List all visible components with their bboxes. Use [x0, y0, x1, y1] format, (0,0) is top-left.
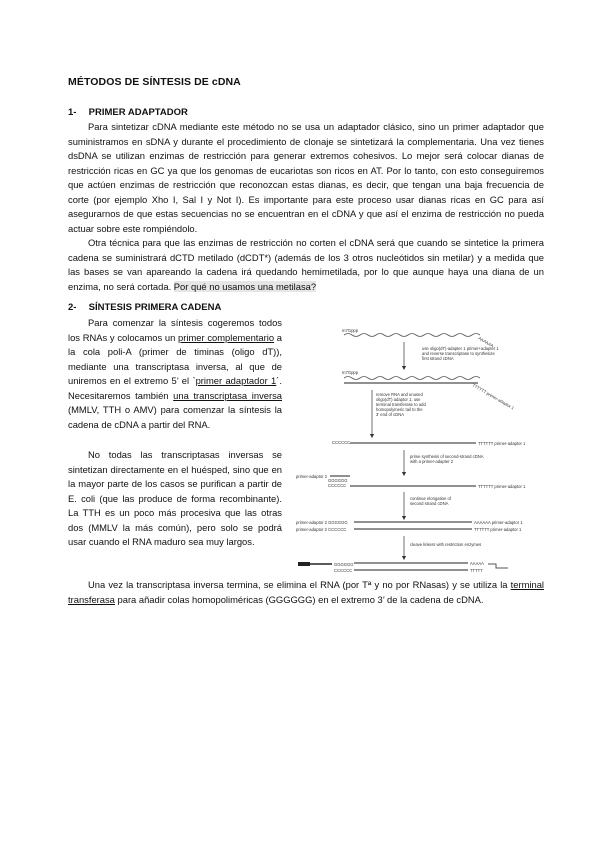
cdna-synthesis-diagram [292, 326, 538, 584]
section2-paragraph-1 [68, 316, 282, 432]
tt-adapter1-label: TTTTTT primer-adaptor 1 [478, 441, 526, 446]
section2-p1-text-d: (MMLV, TTH o AMV) para comenzar la síntesis la cadena de cDNA a partir del RNA. [68, 404, 282, 430]
section2-p3-text-b: para añadir colas homopoliméricas (GGGGGG) en el extremo 3’ de la cadena de cDNA. [114, 593, 484, 605]
tt-adapter1c-label: TTTTTT primer-adaptor 1 [474, 527, 522, 532]
term-primer-complementario: primer complementario [178, 331, 275, 343]
section2-heading [68, 302, 221, 313]
step-4-text: continue elongation of second strand cDNA [410, 496, 451, 506]
step-2-text: remove RNA and unused oligo(dT) adaptor 1; use terminal transferase to add homopolymeric tail to the 3' end of cDNA [376, 392, 426, 417]
term-transcriptasa-inversa: una transcriptasa inversa [173, 389, 282, 401]
step-3-text: prime synthesis of second-strand cDNA with a primer-adapter 2 [410, 454, 484, 464]
gggggg-label: GGGGGG [328, 478, 348, 483]
section1-number: 1- [68, 107, 77, 118]
pa2-gg-label: primer-adaptor 2 GGGGGG [296, 520, 348, 525]
sticky-end-right [488, 564, 508, 568]
sticky-end-left-block [298, 562, 310, 566]
g-tail-label: CCCCCC [332, 440, 351, 445]
end-tt-label: TTTTT [470, 568, 483, 573]
mrna-strand-1 [344, 334, 480, 337]
end-cc-label: CCCCCC [334, 568, 353, 573]
section1-heading [68, 107, 188, 118]
tt-adapter1b-label: TTTTTT primer-adaptor 1 [478, 484, 526, 489]
end-aa-label: AAAAA [470, 561, 484, 566]
cccccc-label: CCCCCC [328, 483, 347, 488]
cap-label-2: m7Gppp [342, 370, 359, 375]
section2-number: 2- [68, 302, 77, 313]
highlighted-question: Por qué no usamos una metilasa? [173, 280, 317, 292]
term-terminal-transferasa: terminal transferasa [68, 579, 544, 605]
section2-paragraph-2: No todas las transcriptasas inversas se sintetizan directamente en el huésped, sino que en la mayor parte de los casos se purifican a partir de E. coli (que las produce de forma recombinante). La TTH es un poco más procesiva que las otras dos (MMLV la más común), pero solo se podrá usar cuando el RNA maduro sea muy largos. [68, 449, 282, 547]
pa2-cc-label: primer-adaptor 2 CCCCCC [296, 527, 347, 532]
step-1-text: use oligo(dT)-adapter 1 primer+adapter 1 and reverse transcriptase to synthesize first strand cDNA [422, 346, 499, 361]
cap-label-1: m7Gppp [342, 328, 359, 333]
section2-p3-text-a: Una vez la transcriptasa inversa termina, se elimina el RNA (por Tª y no por RNasas) y se utiliza la [88, 579, 511, 590]
cdna-diagram-svg [292, 326, 538, 584]
primer-adapter2-label: primer-adaptor 2 [296, 474, 327, 479]
section1-paragraph-1: Para sintetizar cDNA mediante este método no se usa un adaptador clásico, sino un primer adaptador que suministramos en sDNA y durante el procedimiento de clonaje se sintetizará la complementaria. Una vez tienes dsDNA se utilizan enzimas de restricción para generar extremos cohesivos. Lo mejor será colocar dianas de restricción ricas en GC ya que los genomas de eucariotas son ricos en AT. Por lo tanto, con esto conseguiremos que actúen enzimas de restricción que reconozcan estas dianas, es decir, que tengan una baja frecuencia de corte (por ejemplo Xho I, Sal I y Not I). Es importante para este proceso usar dianas ricas en GC para así asegurarnos de que estas secuencias no se encuentran en el cDNA y que así el enzima de restricción no pueda actuar sobre este rompiéndolo. [68, 121, 544, 234]
section2-heading-text: SÍNTESIS PRIMERA CADENA [88, 302, 222, 313]
term-primer-adaptador-1: primer adaptador 1 [195, 375, 277, 386]
section1-heading-text: PRIMER ADAPTADOR [88, 107, 188, 118]
section2-p1-text-a: Para comenzar la síntesis cogeremos todos los RNAs y colocamos un [68, 317, 282, 343]
primer-adapter1-label: TTTTTT primer-adaptor 1 [471, 382, 516, 411]
page-title: MÉTODOS DE SÍNTESIS DE cDNA [68, 76, 241, 88]
section2-p1-text-c: ´. Necesitaremos también [68, 375, 282, 401]
section1-paragraph-2 [68, 236, 544, 294]
section1-paragraph-2-text: Otra técnica para que las enzimas de restricción no corten el cDNA será que cuando se sintetice la primera cadena se suministrará dCTD metilado (dCDT*) (además de los 3 otros nucleótidos sin metilar) y a medida que las bases se van apareando la cadena irá quedando hemimetilada, por lo que aunque haya una diana de un enzima, no será cortada. [68, 237, 544, 292]
end-gg-label: GGGGGG [334, 562, 354, 567]
step-5-text: cleave linkers with restriction enzymes [410, 542, 482, 547]
mrna-strand-2 [344, 377, 480, 380]
section2-p1-text-b: a la cola poli-A (primer de timinas (oligo dT)), mediante una transcriptasa inversa, al que de uniremos en el extremo 5’ el ` [68, 331, 282, 386]
aa-adapter1-label: AAAAAA primer-adaptor 1 [474, 520, 523, 525]
polya-label: AAAAAA [477, 335, 495, 349]
